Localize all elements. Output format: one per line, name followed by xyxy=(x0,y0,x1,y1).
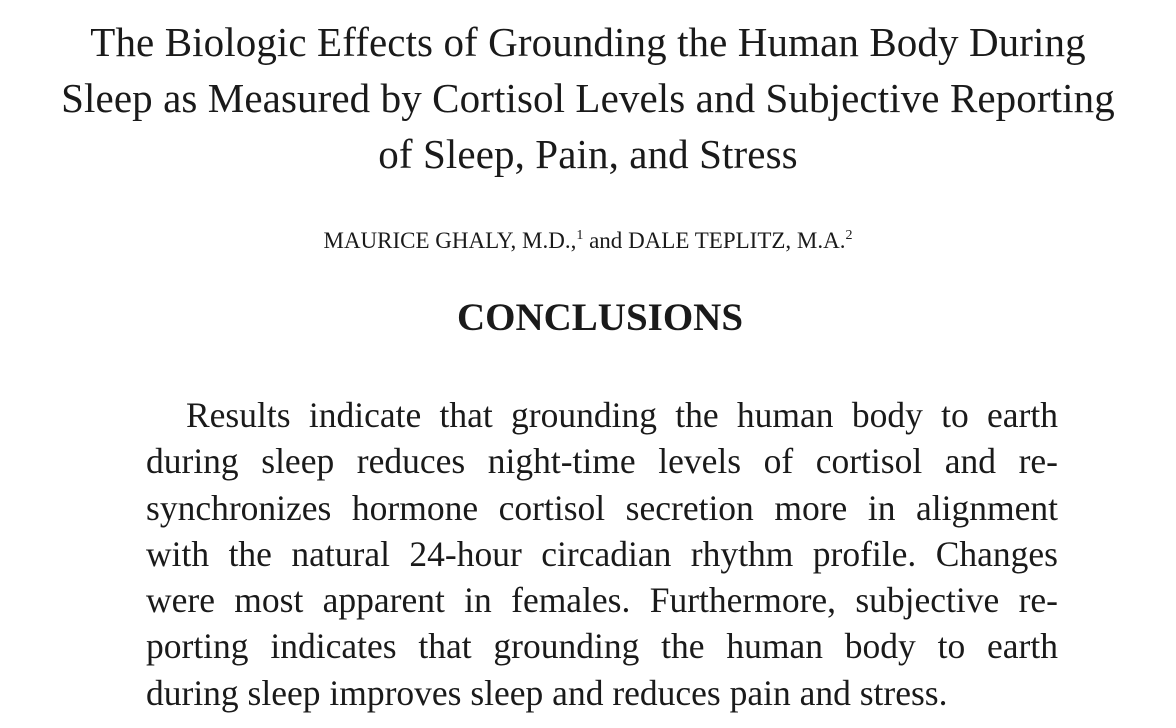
author-name: MAURICE GHALY, M.D., xyxy=(323,228,577,253)
paragraph-line: porting indicates that grounding the human body to earth xyxy=(146,626,1058,667)
paragraph-line: Results indicate that grounding the human body to earth xyxy=(186,395,1058,435)
affiliation-marker: 1 xyxy=(576,228,584,243)
paper-title xyxy=(0,14,1176,182)
author-name: DALE TEPLITZ, M.A. xyxy=(628,228,846,253)
paragraph-line: during sleep reduces night-time levels of cortisol and re- xyxy=(146,441,1058,482)
paragraph-line: with the natural 24-hour circadian rhythm profile. Changes xyxy=(146,533,1058,574)
paragraph-line: synchronizes hormone cortisol secretion more in alignment xyxy=(146,487,1058,528)
section-heading: CONCLUSIONS xyxy=(456,296,744,339)
paragraph-line: were most apparent in females. Furthermore, subjective re- xyxy=(146,580,1058,621)
author-joiner: and xyxy=(583,228,629,253)
paragraph-line: during sleep improves sleep and reduces pain and stress. xyxy=(146,672,948,713)
affiliation-marker: 2 xyxy=(845,228,853,243)
title-line: Sleep as Measured by Cortisol Levels and Subjective Reporting xyxy=(61,75,1115,121)
title-line: of Sleep, Pain, and Stress xyxy=(378,131,798,177)
author-line xyxy=(0,226,1176,256)
title-line: The Biologic Effects of Grounding the Human Body During xyxy=(90,19,1086,65)
conclusion-paragraph xyxy=(146,392,1058,716)
